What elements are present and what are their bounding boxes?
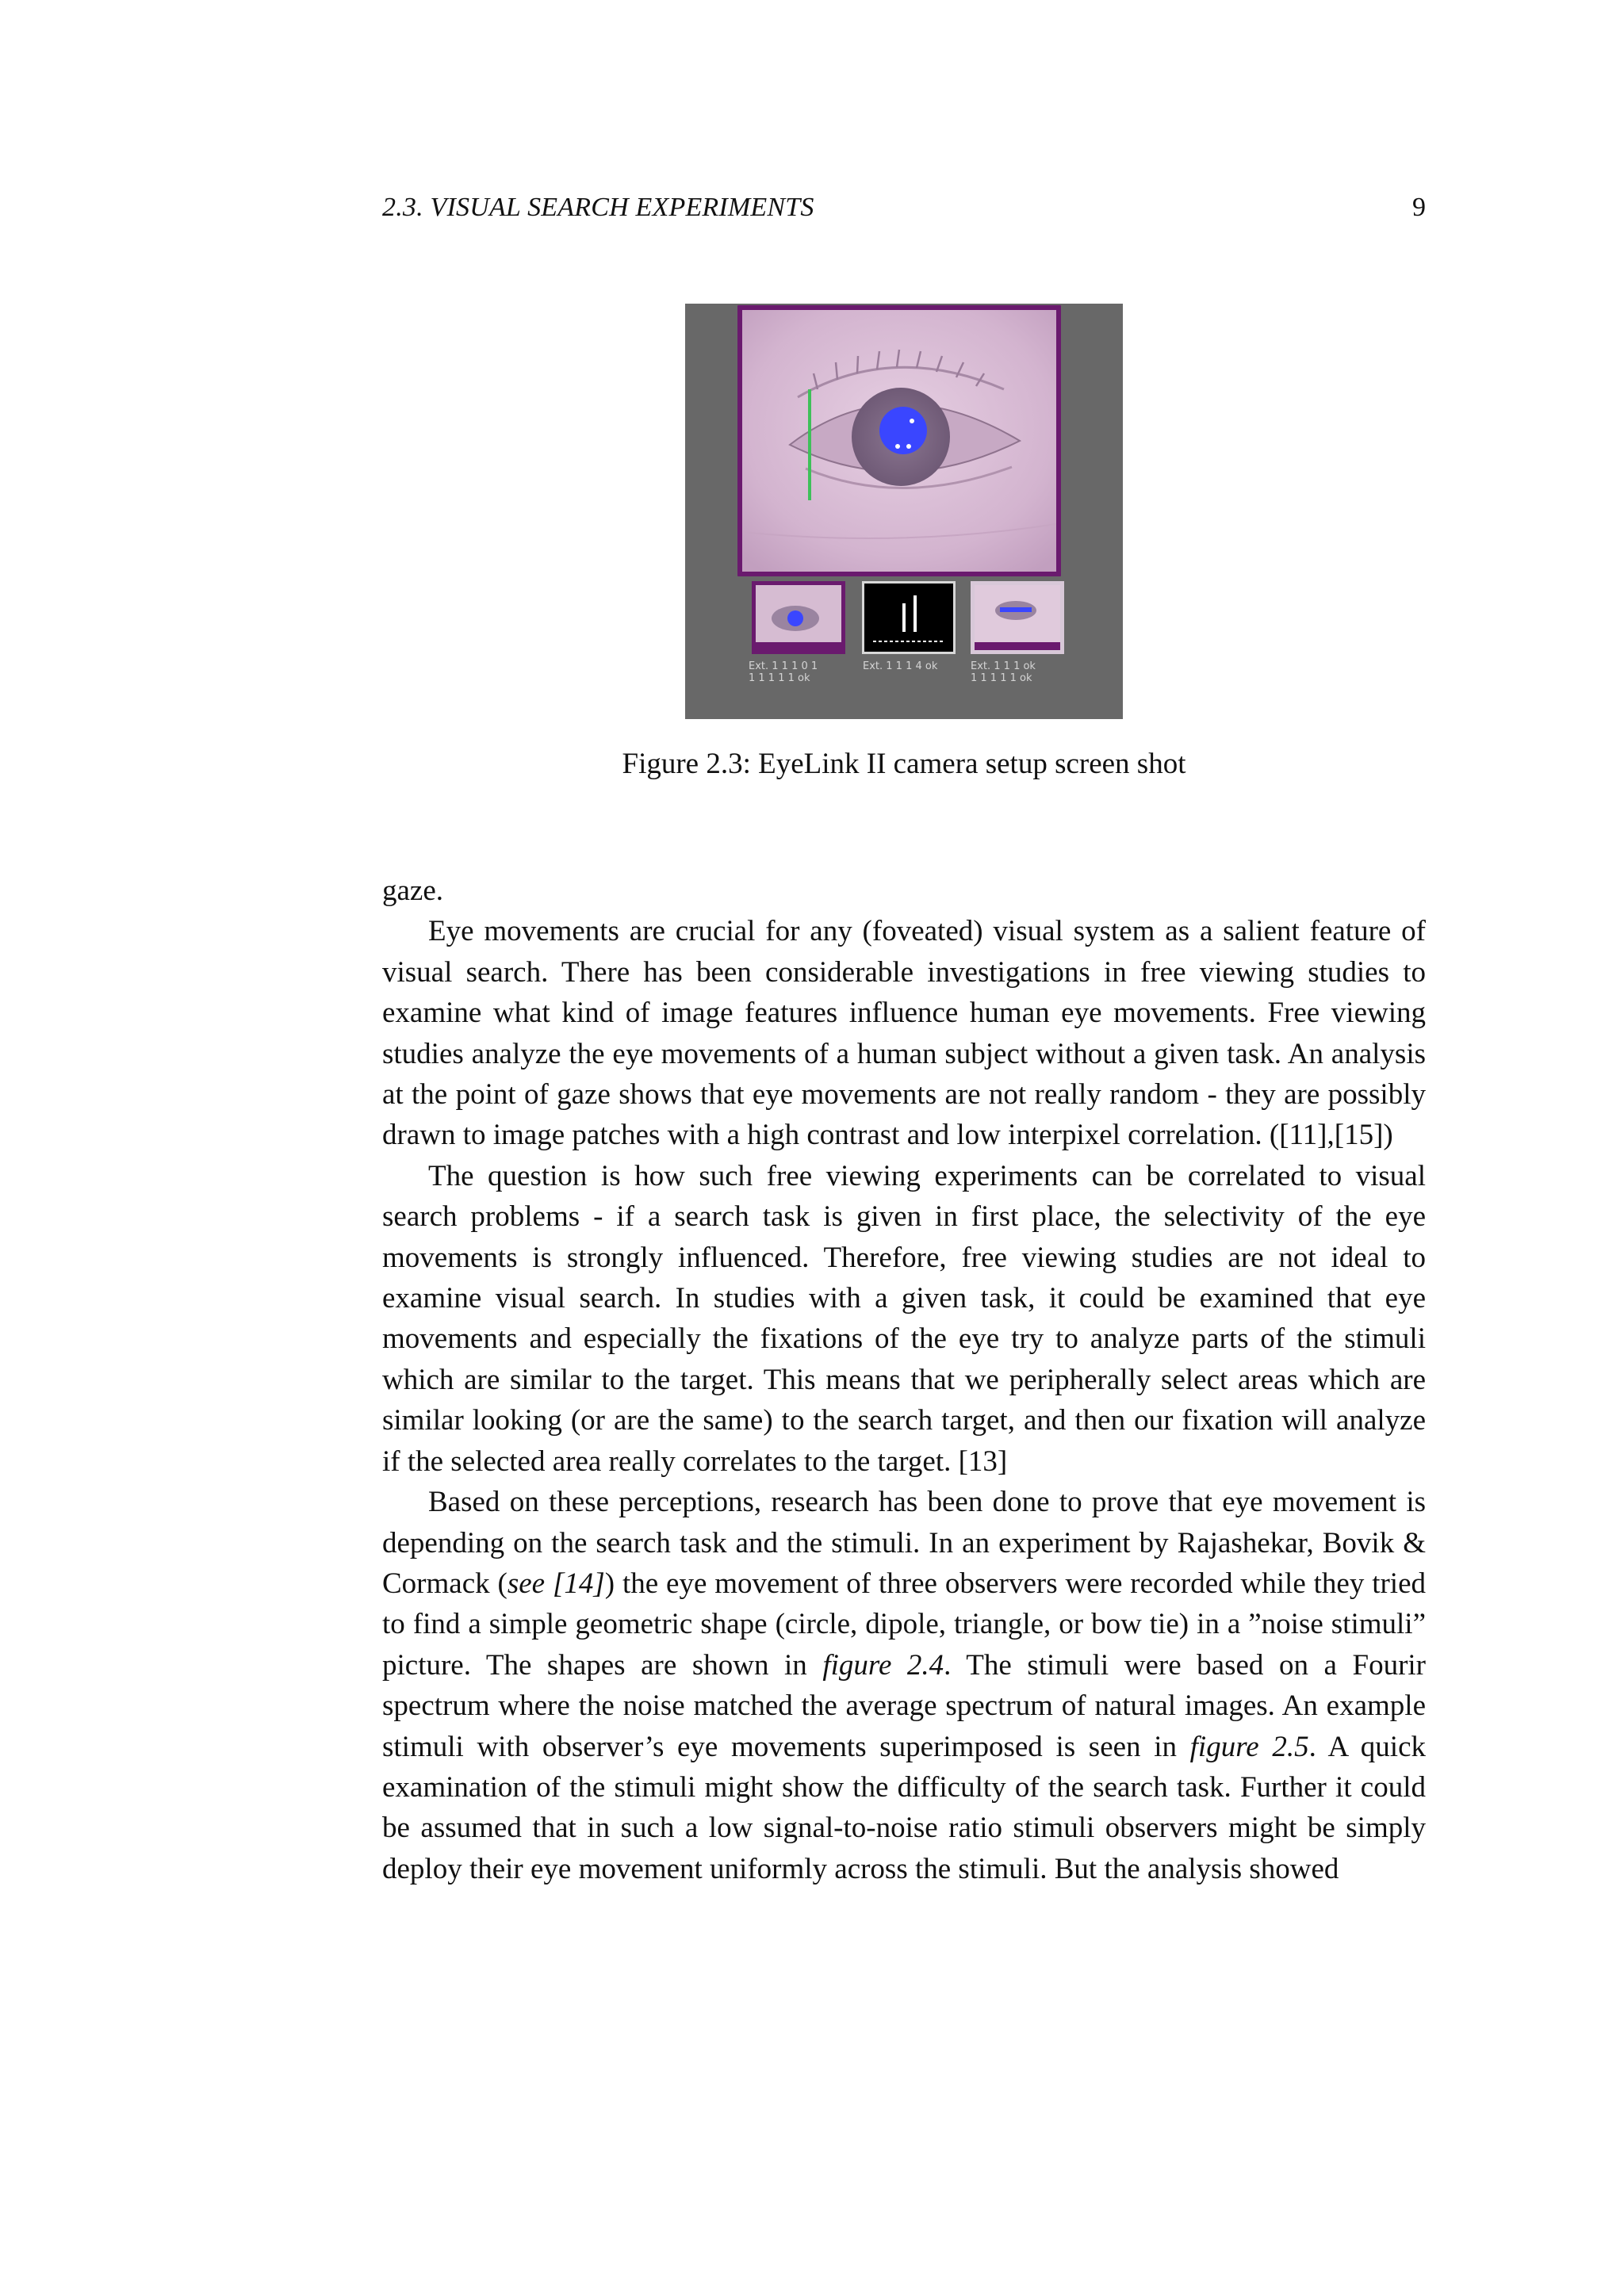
paragraph-2: Eye movements are crucial for any (foveated) visual system as a salient feature of visual search. There has been considerable investigations in free viewing studies to examine what kind of image features influence human eye movements. Free viewing studies analyze the eye movements of a human subject without a given task. An analysis at the point of gaze shows that eye movements are not really random - they are possibly drawn to image patches with a high contrast and low interpixel correlation. ([11],[15]) bbox=[382, 915, 1426, 1152]
running-head bbox=[382, 190, 1426, 225]
thumb-label-middle: Ext. 1 1 1 4 ok bbox=[863, 660, 938, 672]
thumb-label-right: Ext. 1 1 1 ok 1 1 1 1 1 ok bbox=[971, 660, 1036, 684]
paragraph-4-part-a: Based on these perceptions, research has been done to prove that eye movement is depending on the search task and the stimuli. In an experiment by Rajashekar, Bovik & Cormack ( bbox=[382, 1486, 1426, 1600]
body-text bbox=[382, 871, 1426, 1889]
paragraph-4-part-d: . A quick examination of the stimuli might show the difficulty of the search task. Further it could be assumed that in such a low signal-to-noise ratio stimuli observers might be simply deploy their eye movement uniformly across the stimuli. But the analysis showed bbox=[382, 1730, 1426, 1885]
paragraph-4-part-c: . The stimuli were based on a Fourir spectrum where the noise matched the average spectrum of natural images. An example stimuli with observer’s eye movements superimposed is seen in bbox=[382, 1648, 1426, 1763]
paragraph-4-part-b: ) the eye movement of three observers were recorded while they tried to find a simple geometric shape (circle, dipole, triangle, or bow tie) in a ”noise stimuli” picture. The shapes are shown in bbox=[382, 1567, 1426, 1682]
paragraph-3: The question is how such free viewing experiments can be correlated to visual search problems - if a search task is given in first place, the selectivity of the eye movements is strongly influenced. Therefore, free viewing studies are not ideal to examine visual search. In studies with a given task, it could be examined that eye movements and especially the fixations of the eye try to analyze parts of the stimuli which are similar to the target. This means that we peripherally select areas which are similar looking (or are the same) to the search target, and then our fixation will analyze if the selected area really correlates to the target. [13] bbox=[382, 1159, 1426, 1478]
pupil-marker bbox=[879, 407, 927, 454]
paragraph-4 bbox=[382, 1482, 1426, 1889]
eyelink-screenshot-figure bbox=[685, 304, 1123, 719]
eye-camera-image bbox=[742, 310, 1056, 572]
paragraph-1: gaze. bbox=[382, 874, 444, 907]
figure-ref-2-4: figure 2.4 bbox=[822, 1648, 944, 1682]
eye-thumbnail-right bbox=[971, 581, 1064, 654]
figure-caption: Figure 2.3: EyeLink II camera setup screen shot bbox=[622, 748, 1186, 780]
citation-see-14: see [14] bbox=[507, 1567, 605, 1600]
pupil-signal-thumbnail bbox=[862, 581, 956, 654]
running-head-section: 2.3. VISUAL SEARCH EXPERIMENTS bbox=[382, 193, 814, 222]
thumb-label-left: Ext. 1 1 1 0 1 1 1 1 1 1 ok bbox=[749, 660, 818, 684]
page-number: 9 bbox=[1412, 193, 1426, 222]
eye-camera-view bbox=[737, 305, 1061, 576]
figure-ref-2-5: figure 2.5 bbox=[1189, 1730, 1309, 1763]
eye-thumbnail-left bbox=[752, 581, 845, 654]
